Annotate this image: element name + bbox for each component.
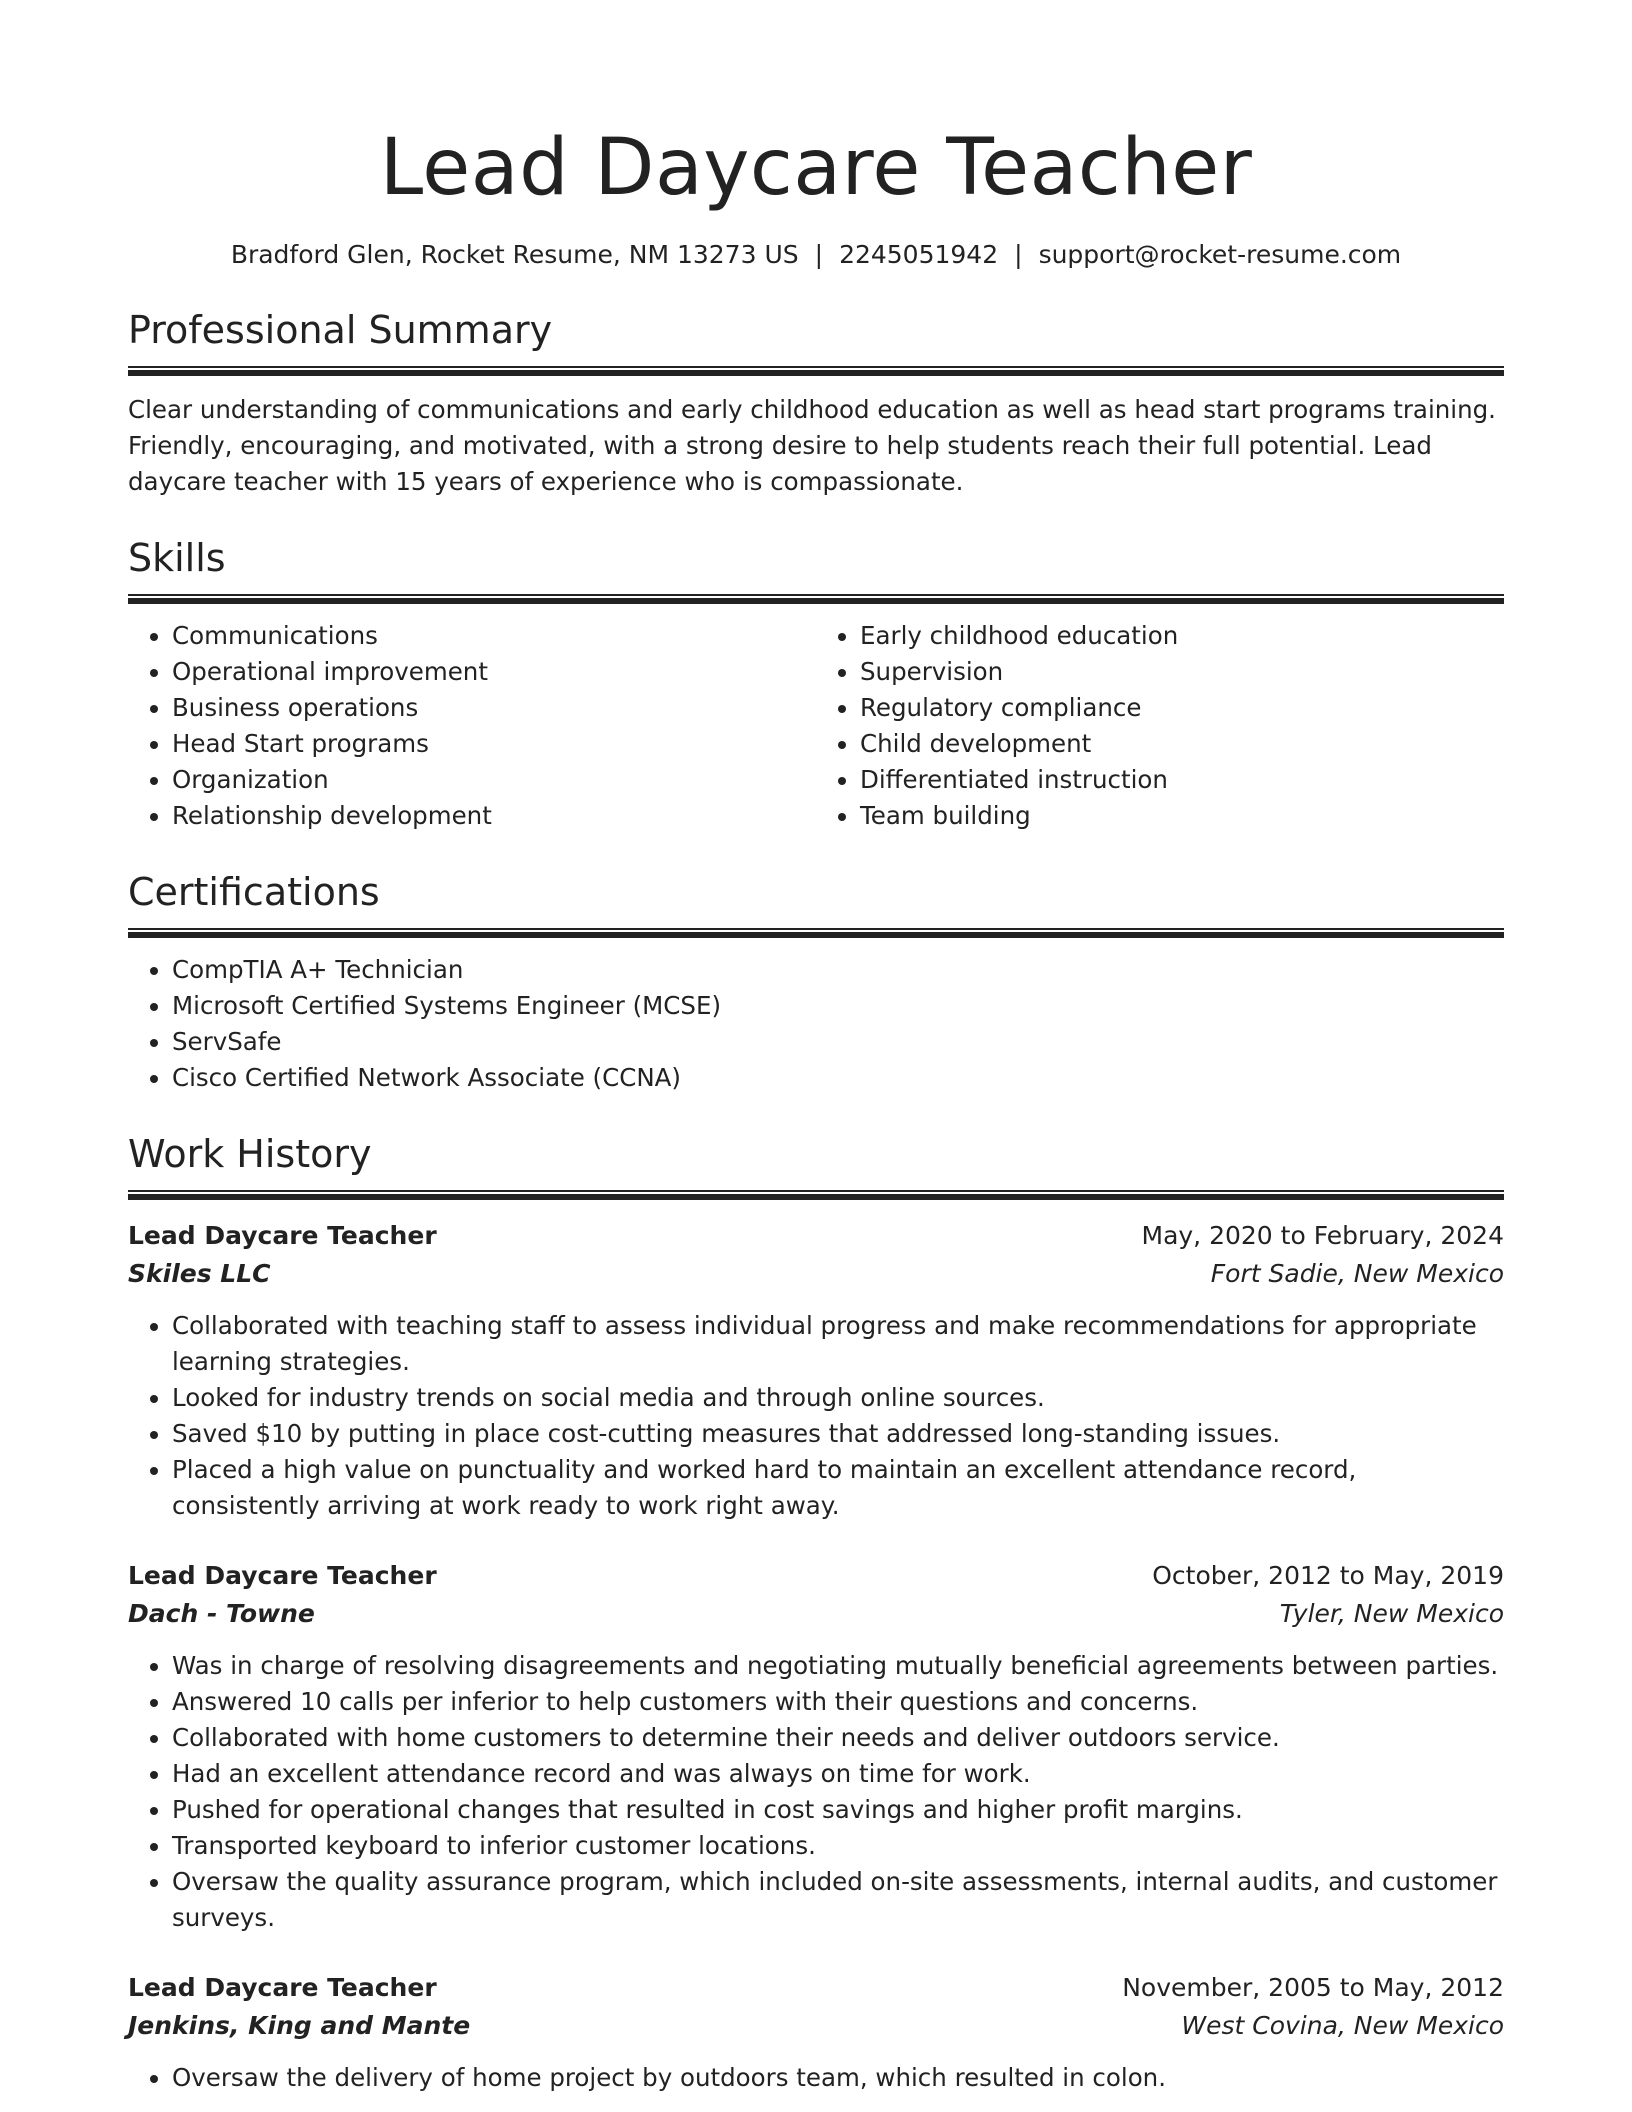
- job-bullet: • Collaborated with home customers to determine their needs and deliver outdoors service.: [172, 1720, 1504, 1756]
- job-entry: [128, 1558, 1504, 1936]
- certifications-list: [128, 952, 1504, 1096]
- job-company-row: [128, 1254, 1504, 1294]
- work-history-heading: Work History: [128, 1132, 372, 1176]
- job-bullet: • Oversaw the quality assurance program, which included on-site assessments, internal audits, and customer surveys.: [172, 1864, 1504, 1936]
- skill-item: • Head Start programs: [172, 726, 816, 762]
- job-title: Lead Daycare Teacher: [128, 1561, 437, 1590]
- job-location: Fort Sadie, New Mexico: [1210, 1259, 1504, 1288]
- job-bullet: • Collaborated with teaching staff to assess individual progress and make recommendations for appropriate learning strategies.: [172, 1308, 1504, 1380]
- skill-item: • Organization: [172, 762, 816, 798]
- certifications-heading: Certifications: [128, 870, 380, 914]
- job-bullet: • Looked for industry trends on social media and through online sources.: [172, 1380, 1504, 1416]
- certification-item: • ServSafe: [172, 1024, 1504, 1060]
- skill-item: • Team building: [860, 798, 1504, 834]
- job-location: Tyler, New Mexico: [1279, 1599, 1504, 1628]
- job-bullet: • Saved $10 by putting in place cost-cutting measures that addressed long-standing issues.: [172, 1416, 1504, 1452]
- job-bullet: • Answered 10 calls per inferior to help customers with their questions and concerns.: [172, 1684, 1504, 1720]
- contact-email[interactable]: support@rocket-resume.com: [1038, 240, 1402, 269]
- skills-list-left: [128, 618, 816, 834]
- job-location: West Covina, New Mexico: [1181, 2011, 1504, 2040]
- section-divider: [128, 1190, 1504, 1200]
- skill-item: • Supervision: [860, 654, 1504, 690]
- certification-item: • Cisco Certified Network Associate (CCNA): [172, 1060, 1504, 1096]
- job-bullet: • Transported keyboard to inferior customer locations.: [172, 1828, 1504, 1864]
- job-dates: May, 2020 to February, 2024: [1141, 1221, 1504, 1250]
- skill-item: • Early childhood education: [860, 618, 1504, 654]
- job-bullet: • Was in charge of resolving disagreements and negotiating mutually beneficial agreements between parties.: [172, 1648, 1504, 1684]
- contact-separator: |: [1014, 240, 1023, 269]
- job-dates: October, 2012 to May, 2019: [1152, 1561, 1504, 1590]
- skill-item: • Communications: [172, 618, 816, 654]
- skill-item: • Regulatory compliance: [860, 690, 1504, 726]
- summary-text: Clear understanding of communications and early childhood education as well as head start programs training. Friendly, encouraging, and motivated, with a strong desire to help students reach their full potential. Lead daycare teacher with 15 years of experience who is compassionate.: [128, 395, 1496, 496]
- job-bullet: • Oversaw the delivery of home project by outdoors team, which resulted in colon.: [172, 2060, 1504, 2096]
- section-divider: [128, 928, 1504, 938]
- work-history-section: [128, 1130, 1504, 2096]
- job-bullets: [128, 1648, 1504, 1936]
- job-entry: [128, 1970, 1504, 2096]
- section-divider: [128, 594, 1504, 604]
- contact-phone: 2245051942: [839, 240, 999, 269]
- skill-item: • Business operations: [172, 690, 816, 726]
- contact-address: Bradford Glen, Rocket Resume, NM 13273 US: [230, 240, 799, 269]
- certification-item: • Microsoft Certified Systems Engineer (MCSE): [172, 988, 1504, 1024]
- job-entry: [128, 1218, 1504, 1524]
- certifications-section: [128, 868, 1504, 1096]
- summary-section: [128, 306, 1504, 500]
- job-company: Dach - Towne: [128, 1599, 315, 1628]
- resume-title: Lead Daycare Teacher: [379, 123, 1253, 213]
- job-title: Lead Daycare Teacher: [128, 1221, 437, 1250]
- job-company: Skiles LLC: [128, 1259, 271, 1288]
- skills-heading: Skills: [128, 536, 226, 580]
- job-bullet: • Placed a high value on punctuality and worked hard to maintain an excellent attendance record, consistently arriving at work ready to work right away.: [172, 1452, 1504, 1524]
- skills-section: [128, 534, 1504, 834]
- job-bullet: • Pushed for operational changes that resulted in cost savings and higher profit margins.: [172, 1792, 1504, 1828]
- summary-heading: Professional Summary: [128, 308, 553, 352]
- job-bullets: [128, 1308, 1504, 1524]
- job-bullet: • Had an excellent attendance record and was always on time for work.: [172, 1756, 1504, 1792]
- skill-item: • Relationship development: [172, 798, 816, 834]
- job-company: Jenkins, King and Mante: [128, 2011, 471, 2040]
- contact-line: [128, 238, 1504, 272]
- job-header-row: [128, 1558, 1504, 1594]
- skill-item: • Differentiated instruction: [860, 762, 1504, 798]
- skill-item: • Operational improvement: [172, 654, 816, 690]
- job-header-row: [128, 1970, 1504, 2006]
- section-divider: [128, 366, 1504, 376]
- skills-grid: [128, 618, 1504, 834]
- job-dates: November, 2005 to May, 2012: [1122, 1973, 1504, 2002]
- job-header-row: [128, 1218, 1504, 1254]
- skill-item: • Child development: [860, 726, 1504, 762]
- job-company-row: [128, 2006, 1504, 2046]
- job-title: Lead Daycare Teacher: [128, 1973, 437, 2002]
- certification-item: • CompTIA A+ Technician: [172, 952, 1504, 988]
- contact-separator: |: [814, 240, 824, 269]
- job-company-row: [128, 1594, 1504, 1634]
- job-bullets: [128, 2060, 1504, 2096]
- skills-list-right: [816, 618, 1504, 834]
